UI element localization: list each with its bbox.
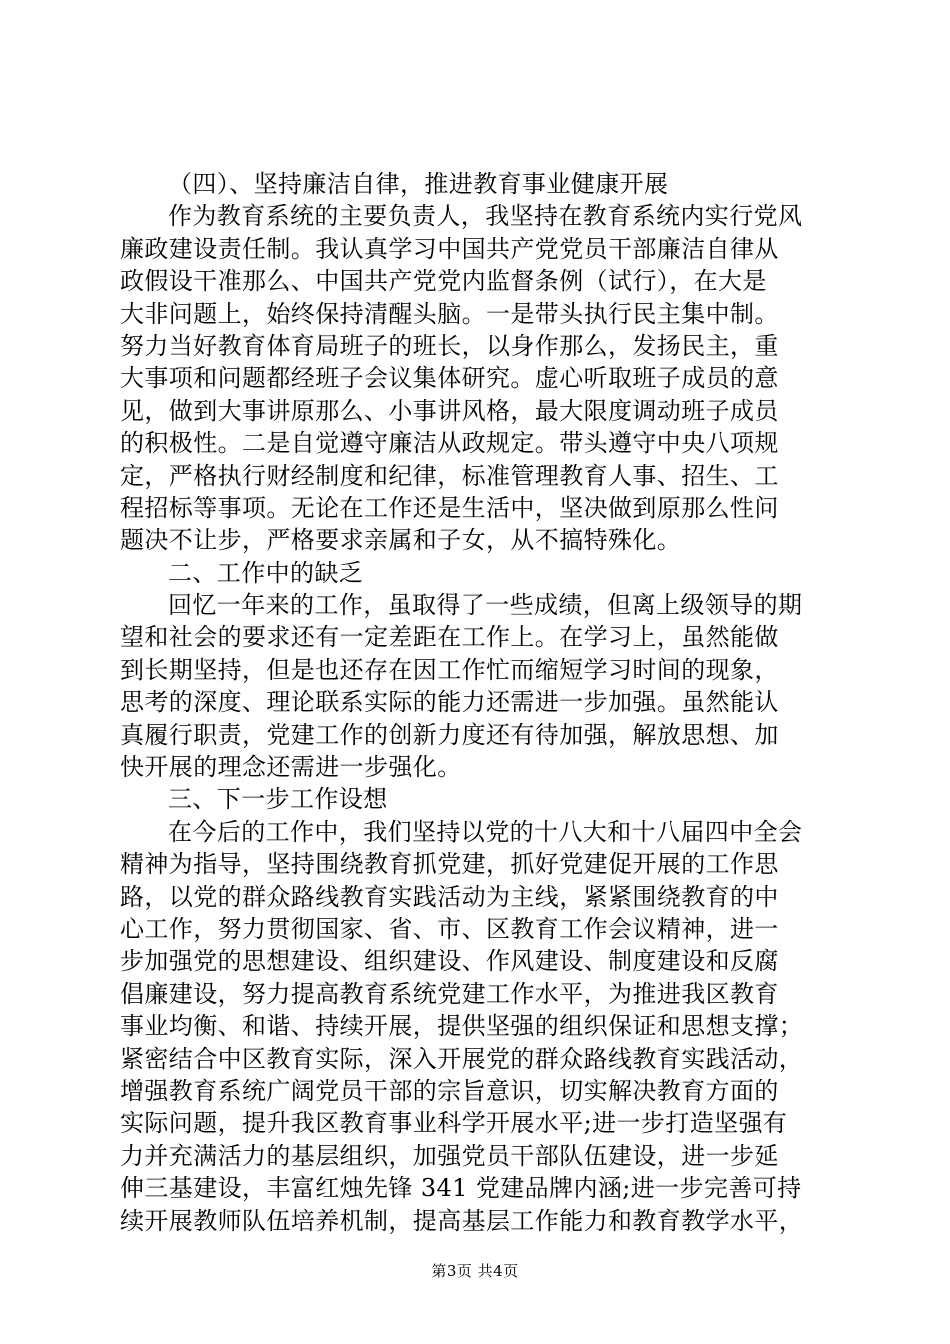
document-body	[120, 168, 836, 1237]
text-line: 心工作，努力贯彻国家、省、市、区教育工作会议精神，进一	[120, 914, 779, 943]
text-line: 大事项和问题都经班子会议集体研究。虚心听取班子成员的意	[120, 364, 779, 393]
text-line: 努力当好教育体育局班子的班长，以身作那么，发扬民主，重	[120, 331, 779, 360]
text-line: 实际问题，提升我区教育事业科学开展水平;进一步打造坚强有	[120, 1109, 788, 1138]
text-line: 倡廉建设，努力提高教育系统党建工作水平，为推进我区教育	[120, 979, 779, 1008]
text-line: 紧密结合中区教育实际，深入开展党的群众路线教育实践活动，	[120, 1044, 804, 1073]
text-line: 廉政建设责任制。我认真学习中国共产党党员干部廉洁自律从	[120, 234, 779, 263]
text-line: 思考的深度、理论联系实际的能力还需进一步加强。虽然能认	[120, 688, 779, 717]
text-line: 二、工作中的缺乏	[168, 558, 364, 587]
text-line: 望和社会的要求还有一定差距在工作上。在学习上，虽然能做	[120, 623, 779, 652]
text-line: 快开展的理念还需进一步强化。	[120, 753, 462, 782]
text-line: 定，严格执行财经制度和纪律，标准管理教育人事、招生、工	[120, 461, 779, 490]
text-line: 力并充满活力的基层组织，加强党员干部队伍建设，进一步延	[120, 1141, 779, 1170]
text-line: 伸三基建设，丰富红烛先锋 341 党建品牌内涵;进一步完善可持	[120, 1174, 802, 1203]
text-line: 事业均衡、和谐、持续开展，提供坚强的组织保证和思想支撑；	[120, 1012, 804, 1041]
text-line: 续开展教师队伍培养机制，提高基层工作能力和教育教学水平，	[120, 1206, 804, 1235]
text-line: 程招标等事项。无论在工作还是生活中，坚决做到原那么性问	[120, 493, 779, 522]
text-line: 作为教育系统的主要负责人，我坚持在教育系统内实行党风	[168, 202, 803, 231]
text-line: 三、下一步工作设想	[168, 785, 388, 814]
text-line: 回忆一年来的工作，虽取得了一些成绩，但离上级领导的期	[168, 591, 803, 620]
text-line: 路，以党的群众路线教育实践活动为主线，紧紧围绕教育的中	[120, 882, 779, 911]
text-line: （四）、坚持廉洁自律，推进教育事业健康开展	[168, 170, 669, 198]
text-line: 真履行职责，党建工作的创新力度还有待加强，解放思想、加	[120, 720, 779, 749]
text-line: 精神为指导，坚持围绕教育抓党建，抓好党建促开展的工作思	[120, 850, 779, 879]
text-line: 在今后的工作中，我们坚持以党的十八大和十八届四中全会	[168, 817, 803, 846]
text-line: 增强教育系统广阔党员干部的宗旨意识，切实解决教育方面的	[120, 1076, 779, 1105]
text-line: 的积极性。二是自觉遵守廉洁从政规定。带头遵守中央八项规	[120, 429, 779, 458]
text-line: 步加强党的思想建设、组织建设、作风建设、制度建设和反腐	[120, 947, 779, 976]
text-line: 到长期坚持，但是也还存在因工作忙而缩短学习时间的现象，	[120, 655, 779, 684]
page-footer: 第3页 共4页	[431, 1262, 519, 1280]
text-line: 政假设干准那么、中国共产党党内监督条例（试行），在大是	[120, 267, 767, 296]
text-line: 大非问题上，始终保持清醒头脑。一是带头执行民主集中制。	[120, 299, 779, 328]
text-line: 见，做到大事讲原那么、小事讲风格，最大限度调动班子成员	[120, 396, 779, 425]
text-line: 题决不让步，严格要求亲属和子女，从不搞特殊化。	[120, 526, 682, 555]
